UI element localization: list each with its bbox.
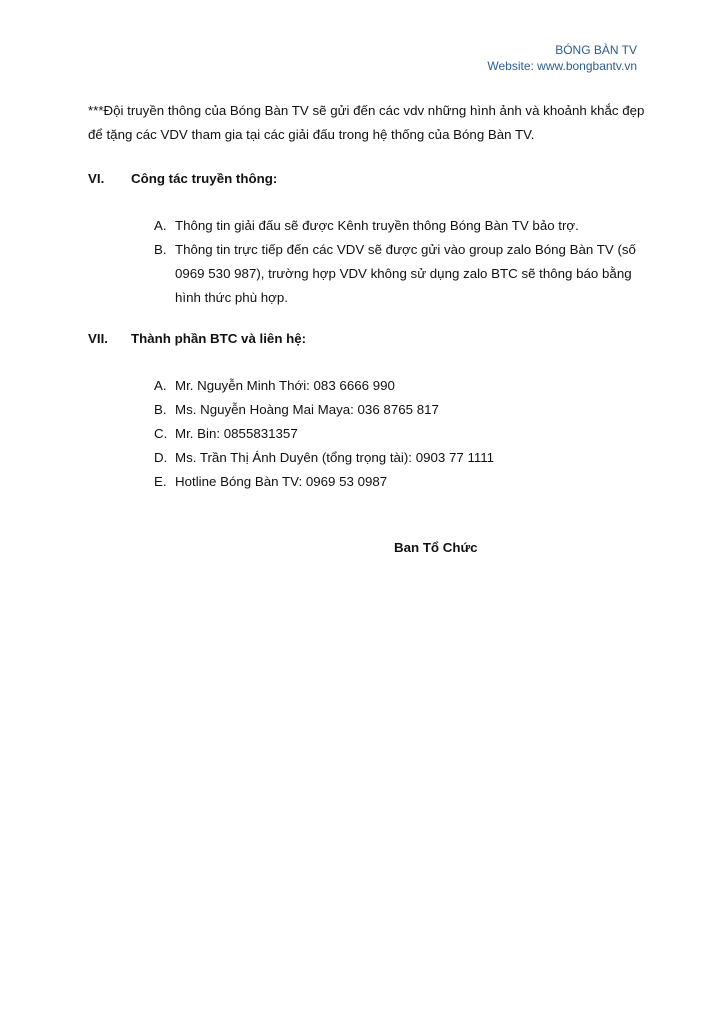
list-item-letter: A. (154, 378, 167, 393)
header-website: Website: www.bongbantv.vn (487, 59, 637, 73)
section-7-title: Thành phần BTC và liên hệ: (131, 331, 307, 346)
list-item-text: Ms. Nguyễn Hoàng Mai Maya: 036 8765 817 (175, 402, 439, 417)
header-brand: BÓNG BÀN TV (555, 43, 637, 57)
signature: Ban Tổ Chức (394, 540, 478, 555)
list-item-letter: C. (154, 426, 168, 441)
page-header (487, 42, 637, 74)
media-note: ***Đội truyền thông của Bóng Bàn TV sẽ gửi đến các vdv những hình ảnh và khoảnh khắc đẹp để tặng các VDV tham gia tại các giải đấu trong hệ thống của Bóng Bàn TV. (88, 103, 645, 142)
list-item-text: Thông tin giải đấu sẽ được Kênh truyền thông Bóng Bàn TV bảo trợ. (175, 218, 579, 233)
list-item-text: Hotline Bóng Bàn TV: 0969 53 0987 (175, 474, 388, 489)
list-item (150, 214, 640, 238)
list-item (150, 422, 640, 446)
list-item (150, 470, 640, 494)
list-item-text: Mr. Bin: 0855831357 (175, 426, 298, 441)
list-item (150, 238, 640, 310)
list-item-text: Thông tin trực tiếp đến các VDV sẽ được gửi vào group zalo Bóng Bàn TV (số 0969 530 987), trường hợp VDV không sử dụng zalo BTC sẽ thông báo bằng hình thức phù hợp. (175, 242, 636, 305)
list-item-text: Mr. Nguyễn Minh Thới: 083 6666 990 (175, 378, 395, 393)
section-7-number: VII. (88, 331, 108, 346)
list-item (150, 374, 640, 398)
list-item (150, 398, 640, 422)
section-6-number: VI. (88, 171, 105, 186)
list-item-letter: D. (154, 450, 168, 465)
list-item-letter: E. (154, 474, 167, 489)
list-item-text: Ms. Trần Thị Ánh Duyên (tổng trọng tài): 0903 77 1111 (175, 450, 495, 465)
list-item (150, 446, 640, 470)
list-item-letter: B. (154, 242, 167, 257)
list-item-letter: A. (154, 218, 167, 233)
list-item-letter: B. (154, 402, 167, 417)
section-6-title: Công tác truyền thông: (131, 171, 278, 186)
section-7-list (150, 374, 640, 494)
section-6-list (150, 214, 640, 310)
